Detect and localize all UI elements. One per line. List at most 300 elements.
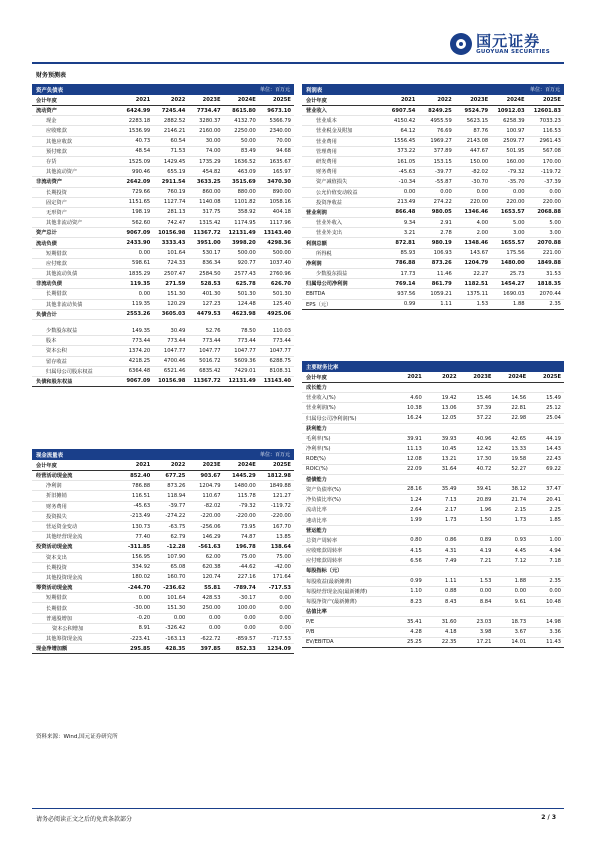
row-value: 85.93 xyxy=(400,250,416,257)
row-value: 250.00 xyxy=(202,605,221,612)
column-header: 2021 xyxy=(135,462,151,468)
row-value: 3.21 xyxy=(403,229,416,236)
row-value: 22.98 xyxy=(511,415,527,422)
row-value: 3.67 xyxy=(514,629,527,636)
row-value: 13143.40 xyxy=(263,229,291,236)
disclaimer-text: 请务必阅读正文之后的免责条款部分 xyxy=(36,816,133,823)
table-row xyxy=(302,393,564,403)
column-header: 2021 xyxy=(400,97,416,103)
row-label: 投资损失 xyxy=(46,513,67,520)
row-value: 151.30 xyxy=(167,290,186,297)
table-row xyxy=(302,383,564,393)
row-value: 2.35 xyxy=(549,301,561,308)
row-value: 74.00 xyxy=(205,148,221,155)
row-value: 836.34 xyxy=(202,260,221,267)
row-value: 37.47 xyxy=(546,486,561,493)
row-value: 19.58 xyxy=(511,455,527,462)
row-value: 2.25 xyxy=(549,506,561,513)
balance-sheet-table xyxy=(32,84,294,387)
row-value: -45.63 xyxy=(398,168,416,175)
row-value: 101.64 xyxy=(167,594,186,601)
row-value: 69.22 xyxy=(546,466,561,473)
row-value: 4218.25 xyxy=(128,358,151,365)
section-title: 财务预测表 xyxy=(36,72,67,79)
table-row xyxy=(32,300,294,310)
row-value: -30.17 xyxy=(239,594,256,601)
page-number: 2 / 3 xyxy=(541,814,556,821)
row-label: 投资活动现金流 xyxy=(36,544,73,551)
row-label: 其他流动负债 xyxy=(46,271,78,278)
row-label: 资产负债率(%) xyxy=(306,486,341,493)
row-label: ROIC(%) xyxy=(306,466,328,473)
row-value: 0.00 xyxy=(479,588,492,595)
row-value: 170.00 xyxy=(542,158,561,165)
row-value: 14.98 xyxy=(546,618,561,625)
row-value: 52.27 xyxy=(511,466,527,473)
row-value: -119.72 xyxy=(540,168,561,175)
table-row xyxy=(302,526,564,536)
row-value: 31.53 xyxy=(546,270,561,277)
row-label: 净利润 xyxy=(306,260,322,267)
row-value: 2160.00 xyxy=(199,127,221,134)
row-value: 3515.69 xyxy=(232,178,256,185)
row-value: 0.88 xyxy=(445,588,457,595)
table-title: 利润表 xyxy=(306,87,323,94)
row-label: 其他流动资产 xyxy=(46,169,78,176)
row-value: 980.19 xyxy=(431,240,452,247)
row-value: 11.13 xyxy=(406,445,422,452)
row-value: 1127.74 xyxy=(163,199,186,206)
row-value: 94.68 xyxy=(276,148,291,155)
table-row xyxy=(302,106,564,116)
row-value: 4150.42 xyxy=(393,117,416,124)
table-row xyxy=(302,198,564,208)
row-value: 598.61 xyxy=(132,260,151,267)
row-value: 9673.10 xyxy=(267,107,291,114)
row-label: 其他非流动资产 xyxy=(46,220,83,227)
table-row xyxy=(302,546,564,556)
row-label: 管理费用 xyxy=(316,148,337,155)
table-unit: 单位：百万元 xyxy=(259,452,290,458)
row-value: 528.53 xyxy=(200,280,221,287)
row-label: 归属母公司净利润 xyxy=(306,281,348,288)
row-value: 1655.57 xyxy=(500,240,525,247)
row-value: 2340.00 xyxy=(269,127,291,134)
row-label: 长期投资 xyxy=(46,189,67,196)
table-row xyxy=(32,542,294,552)
row-value: 2911.54 xyxy=(161,178,186,185)
row-value: -622.72 xyxy=(200,635,221,642)
row-value: 6835.42 xyxy=(199,368,221,375)
row-value: 5.00 xyxy=(549,219,561,226)
logo-mark-icon xyxy=(450,33,472,55)
table-row xyxy=(302,475,564,485)
row-value: 3951.00 xyxy=(196,240,221,247)
row-label: 资产总计 xyxy=(36,230,57,237)
row-value: 5609.36 xyxy=(234,358,256,365)
row-value: 18.73 xyxy=(511,618,527,625)
guoyuan-logo xyxy=(450,33,550,55)
row-value: 501.30 xyxy=(272,290,291,297)
row-value: 773.44 xyxy=(132,337,151,344)
row-value: 860.00 xyxy=(202,189,221,196)
row-value: 1047.77 xyxy=(234,347,256,354)
row-value: 2961.43 xyxy=(539,138,561,145)
row-value: 60.54 xyxy=(170,138,186,145)
table-row xyxy=(302,414,564,424)
row-value: 2.17 xyxy=(445,506,457,513)
table-row xyxy=(302,454,564,464)
column-header: 2024E xyxy=(508,374,527,380)
table-row xyxy=(302,289,564,299)
row-value: 42.65 xyxy=(511,435,527,442)
column-header: 2022 xyxy=(442,374,457,380)
row-label: 营运能力 xyxy=(306,527,327,534)
column-header: 会计年度 xyxy=(36,97,57,104)
row-value: -244.70 xyxy=(128,584,151,591)
row-label: 速动比率 xyxy=(306,517,327,524)
row-value: -82.02 xyxy=(471,168,489,175)
row-label: 其他应收款 xyxy=(46,138,72,145)
table-row xyxy=(302,269,564,279)
table-row xyxy=(32,563,294,573)
row-value: 110.03 xyxy=(272,327,291,334)
row-value: 115.78 xyxy=(237,492,256,499)
column-header-row xyxy=(302,372,564,383)
column-header: 会计年度 xyxy=(306,97,327,104)
row-value: -39.77 xyxy=(168,503,186,510)
row-value: 980.05 xyxy=(431,209,452,216)
row-value: -859.57 xyxy=(235,635,256,642)
table-row xyxy=(302,536,564,546)
column-header: 2023E xyxy=(473,374,492,380)
row-label: 营业费用 xyxy=(316,138,337,145)
row-value: 10.45 xyxy=(441,445,457,452)
row-value: 21.74 xyxy=(511,496,527,503)
row-value: 2070.88 xyxy=(537,240,561,247)
row-value: 4.19 xyxy=(479,547,492,554)
row-label: 其他筹资现金流 xyxy=(46,636,83,643)
table-row xyxy=(32,471,294,481)
row-value: 0.00 xyxy=(403,189,416,196)
row-value: -220.00 xyxy=(235,513,256,520)
row-value: 852.40 xyxy=(130,472,151,479)
table-row xyxy=(302,177,564,187)
row-value: 1849.88 xyxy=(537,260,561,267)
table-unit: 单位：百万元 xyxy=(529,87,560,93)
row-label: P/B xyxy=(306,629,315,636)
column-header: 2022 xyxy=(170,462,186,468)
row-label: 应收账款 xyxy=(46,128,67,135)
row-value: 87.76 xyxy=(473,127,489,134)
row-label: 少数股东权益 xyxy=(46,328,78,335)
table-row xyxy=(302,607,564,617)
row-value: -42.00 xyxy=(274,564,291,571)
table-row xyxy=(32,532,294,542)
row-value: 4.60 xyxy=(410,394,422,401)
row-label: 营业收入 xyxy=(306,108,327,115)
table-title: 资产负债表 xyxy=(36,87,63,94)
row-label: 净利润 xyxy=(46,483,62,490)
row-value: 35.41 xyxy=(406,618,422,625)
table-row xyxy=(302,505,564,515)
table-row xyxy=(32,167,294,177)
table-row xyxy=(302,218,564,228)
row-value: 70.00 xyxy=(276,138,291,145)
row-value: 1037.40 xyxy=(269,260,291,267)
row-value: 404.18 xyxy=(272,209,291,216)
table-row xyxy=(302,628,564,638)
row-value: -717.53 xyxy=(268,584,291,591)
row-value: 2.91 xyxy=(440,219,452,226)
row-value: 880.00 xyxy=(237,189,256,196)
row-value: 1374.20 xyxy=(128,347,151,354)
row-value: 40.72 xyxy=(476,466,492,473)
table-row xyxy=(302,597,564,607)
row-value: 143.67 xyxy=(470,250,489,257)
row-value: 7.49 xyxy=(445,557,457,564)
row-value: 50.00 xyxy=(240,138,256,145)
row-label: 营业外支出 xyxy=(316,230,342,237)
row-value: 729.66 xyxy=(132,189,151,196)
row-label: 资本支出 xyxy=(46,554,67,561)
row-value: 8108.31 xyxy=(269,368,291,375)
row-value: 221.00 xyxy=(542,250,561,257)
row-value: 786.88 xyxy=(132,482,151,489)
column-header: 2023E xyxy=(202,462,221,468)
column-header-row xyxy=(302,95,564,106)
row-value: 220.00 xyxy=(542,199,561,206)
row-label: 非流动负债 xyxy=(36,281,62,288)
row-value: 1234.09 xyxy=(267,645,291,652)
row-value: 100.97 xyxy=(506,127,525,134)
row-value: 153.15 xyxy=(433,158,452,165)
row-value: 500.00 xyxy=(272,250,291,257)
row-value: 0.00 xyxy=(138,290,151,297)
column-header: 2022 xyxy=(437,97,452,103)
table-row xyxy=(32,367,294,377)
row-value: 4.15 xyxy=(410,547,422,554)
row-value: 5366.79 xyxy=(269,117,291,124)
row-label: 存货 xyxy=(46,159,57,166)
data-source-note: 资料来源：Wind,国元证券研究所 xyxy=(36,734,118,740)
row-value: 165.97 xyxy=(272,168,291,175)
row-value: -326.42 xyxy=(165,625,186,632)
table-row xyxy=(302,228,564,238)
row-value: 30.00 xyxy=(205,138,221,145)
table-row xyxy=(32,624,294,634)
row-value: 1835.29 xyxy=(128,270,151,277)
row-value: 7.18 xyxy=(549,557,561,564)
table-row xyxy=(32,249,294,259)
row-value: 17.73 xyxy=(400,270,416,277)
row-value: 1635.67 xyxy=(269,158,291,165)
row-value: 8615.80 xyxy=(232,107,256,114)
table-row xyxy=(302,444,564,454)
table-row xyxy=(302,238,564,248)
row-label: 每股收益(最新摊薄) xyxy=(306,578,352,585)
row-value: -119.72 xyxy=(270,503,291,510)
table-row xyxy=(302,249,564,259)
table-row xyxy=(32,603,294,613)
row-value: 16.24 xyxy=(406,415,422,422)
row-value: -63.75 xyxy=(168,523,186,530)
row-value: 22.09 xyxy=(406,466,422,473)
row-value: 1.88 xyxy=(513,301,525,308)
row-value: 4.45 xyxy=(514,547,527,554)
row-value: 30.49 xyxy=(170,327,186,334)
row-value: 22.81 xyxy=(511,404,527,411)
column-header: 2021 xyxy=(407,374,422,380)
table-row xyxy=(32,259,294,269)
row-value: 62.79 xyxy=(170,533,186,540)
row-value: 116.51 xyxy=(132,492,151,499)
row-value: 1849.88 xyxy=(269,482,291,489)
row-label: 营业利润 xyxy=(306,209,327,216)
row-label: 利润总额 xyxy=(306,240,327,247)
row-value: 11367.72 xyxy=(193,229,221,236)
row-label: 应收账款周转率 xyxy=(306,548,343,555)
row-value: 0.89 xyxy=(479,537,492,544)
row-value: 0.00 xyxy=(138,594,151,601)
row-value: 4.18 xyxy=(445,629,457,636)
row-value: 3.00 xyxy=(549,229,561,236)
table-row xyxy=(32,106,294,116)
row-value: -213.49 xyxy=(130,513,151,520)
column-header: 2021 xyxy=(135,97,151,103)
row-value: 110.67 xyxy=(202,492,221,499)
row-value: 861.79 xyxy=(431,280,452,287)
row-value: 119.35 xyxy=(132,301,151,308)
row-value: 2584.50 xyxy=(199,270,221,277)
row-value: 873.26 xyxy=(167,482,186,489)
row-value: 4.00 xyxy=(476,219,489,226)
row-value: 1151.65 xyxy=(128,199,151,206)
table-row xyxy=(32,491,294,501)
row-value: 0.00 xyxy=(513,189,525,196)
row-value: 73.95 xyxy=(240,523,256,530)
row-value: 4700.46 xyxy=(163,358,186,365)
row-value: 13.33 xyxy=(511,445,527,452)
row-value: 125.40 xyxy=(272,301,291,308)
table-row xyxy=(32,377,294,387)
table-row xyxy=(302,577,564,587)
row-value: 5.00 xyxy=(513,219,525,226)
row-value: 22.35 xyxy=(441,639,457,646)
row-value: 118.94 xyxy=(167,492,186,499)
row-label: 营业税金及附加 xyxy=(316,128,353,135)
row-value: 1556.45 xyxy=(393,138,416,145)
row-value: 156.95 xyxy=(132,554,151,561)
table-row xyxy=(302,566,564,576)
table-row xyxy=(32,634,294,644)
row-value: 11.46 xyxy=(436,270,452,277)
row-value: 1174.95 xyxy=(234,219,256,226)
column-header-row xyxy=(32,95,294,106)
row-value: 48.54 xyxy=(135,148,151,155)
row-label: 所得税 xyxy=(316,250,332,257)
row-value: 8.23 xyxy=(410,598,422,605)
row-label: 负债合计 xyxy=(36,311,57,318)
row-value: 0.80 xyxy=(410,537,422,544)
table-row xyxy=(32,644,294,654)
row-value: -223.41 xyxy=(130,635,151,642)
table-row xyxy=(302,300,564,310)
row-value: 1735.29 xyxy=(199,158,221,165)
row-value: 773.44 xyxy=(237,337,256,344)
row-value: -561.63 xyxy=(198,543,221,550)
column-header: 2024E xyxy=(237,97,256,103)
row-value: -311.85 xyxy=(128,543,151,550)
table-row xyxy=(302,587,564,597)
row-value: 1117.96 xyxy=(269,219,291,226)
row-value: 220.00 xyxy=(506,199,525,206)
row-label: 投资净收益 xyxy=(316,199,342,206)
row-value: 1047.77 xyxy=(269,347,291,354)
row-value: 65.08 xyxy=(170,564,186,571)
row-label: P/E xyxy=(306,618,315,625)
row-value: 31.60 xyxy=(441,618,457,625)
row-label: 资产减值损失 xyxy=(316,179,348,186)
row-value: 120.74 xyxy=(202,574,221,581)
row-value: 1525.09 xyxy=(128,158,151,165)
table-row xyxy=(32,573,294,583)
row-value: 8.43 xyxy=(445,598,457,605)
row-value: -82.02 xyxy=(203,503,221,510)
row-value: 116.53 xyxy=(542,127,561,134)
row-value: 1653.57 xyxy=(500,209,525,216)
table-row xyxy=(302,279,564,289)
row-value: 2.64 xyxy=(410,506,422,513)
row-label: 预付账款 xyxy=(46,148,67,155)
row-value: -10.34 xyxy=(398,178,416,185)
row-value: 567.08 xyxy=(542,148,561,155)
row-value: 2507.47 xyxy=(163,270,186,277)
row-value: 2509.77 xyxy=(503,138,525,145)
row-value: -256.06 xyxy=(200,523,221,530)
row-value: 0.00 xyxy=(440,189,452,196)
row-value: 25.04 xyxy=(546,415,561,422)
cashflow-table xyxy=(32,449,294,654)
row-value: 0.00 xyxy=(549,189,561,196)
row-value: 1059.21 xyxy=(430,290,452,297)
row-value: 2.15 xyxy=(514,506,527,513)
row-value: 106.93 xyxy=(433,250,452,257)
table-row xyxy=(302,638,564,648)
row-value: 677.25 xyxy=(165,472,186,479)
row-value: 760.19 xyxy=(167,189,186,196)
row-value: 1445.29 xyxy=(232,472,256,479)
row-label: 长期借款 xyxy=(46,605,67,612)
row-value: 28.16 xyxy=(406,486,422,493)
row-value: 14.56 xyxy=(511,394,527,401)
row-value: 62.00 xyxy=(205,554,221,561)
row-value: 9524.79 xyxy=(464,107,489,114)
row-label: 公允价值变动收益 xyxy=(316,189,358,196)
row-label: 营业外收入 xyxy=(316,220,342,227)
row-value: 15.49 xyxy=(546,394,561,401)
row-value: 1818.35 xyxy=(537,280,561,287)
row-value: 31.64 xyxy=(441,466,457,473)
row-value: 1.10 xyxy=(410,588,422,595)
row-value: 2143.08 xyxy=(466,138,489,145)
row-value: 39.91 xyxy=(406,435,422,442)
row-value: -220.00 xyxy=(270,513,291,520)
row-label: 财务费用 xyxy=(316,169,337,176)
row-value: 463.09 xyxy=(237,168,256,175)
row-value: 0.00 xyxy=(138,250,151,257)
row-value: 138.64 xyxy=(270,543,291,550)
